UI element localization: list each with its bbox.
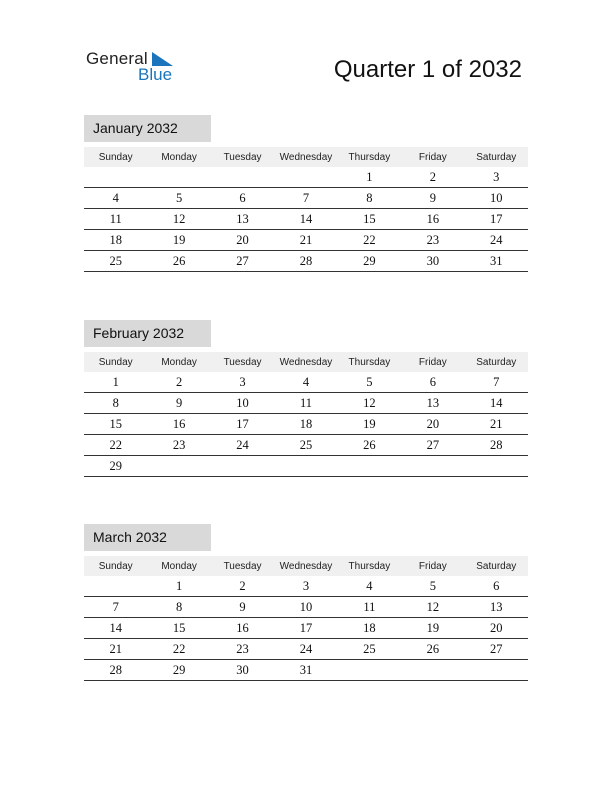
day-cell [401, 456, 464, 477]
day-cell: 20 [401, 414, 464, 435]
month-title: January 2032 [84, 115, 211, 142]
week-row [84, 618, 528, 639]
day-cell: 13 [211, 209, 274, 230]
day-cell: 1 [147, 576, 210, 597]
weekday-label: Saturday [465, 556, 528, 576]
day-cell: 4 [274, 372, 337, 393]
day-cell: 15 [84, 414, 147, 435]
day-cell: 20 [465, 618, 528, 639]
weekday-label: Tuesday [211, 352, 274, 372]
weekday-label: Friday [401, 147, 464, 167]
month-grid [84, 556, 528, 681]
day-cell: 27 [465, 639, 528, 660]
month-calendar-march [84, 524, 528, 681]
day-cell: 26 [338, 435, 401, 456]
day-cell: 11 [274, 393, 337, 414]
day-cell: 18 [338, 618, 401, 639]
day-cell: 19 [147, 230, 210, 251]
day-cell: 10 [465, 188, 528, 209]
weekday-label: Thursday [338, 352, 401, 372]
day-cell: 28 [274, 251, 337, 272]
logo-text-blue: Blue [138, 65, 173, 84]
day-cell: 9 [211, 597, 274, 618]
day-cell [465, 660, 528, 681]
day-cell: 19 [401, 618, 464, 639]
weekday-label: Saturday [465, 352, 528, 372]
weekday-label: Tuesday [211, 556, 274, 576]
day-cell: 14 [465, 393, 528, 414]
day-cell: 3 [274, 576, 337, 597]
weekday-label: Sunday [84, 352, 147, 372]
day-cell: 31 [274, 660, 337, 681]
day-cell: 11 [338, 597, 401, 618]
day-cell [84, 167, 147, 188]
week-row [84, 393, 528, 414]
day-cell: 26 [401, 639, 464, 660]
month-grid [84, 147, 528, 272]
day-cell [338, 660, 401, 681]
day-cell [147, 456, 210, 477]
day-cell: 4 [338, 576, 401, 597]
day-cell: 6 [211, 188, 274, 209]
week-row [84, 188, 528, 209]
weekday-label: Friday [401, 352, 464, 372]
week-row [84, 414, 528, 435]
day-cell: 10 [274, 597, 337, 618]
day-cell: 13 [465, 597, 528, 618]
day-cell: 22 [338, 230, 401, 251]
week-row [84, 597, 528, 618]
day-cell: 28 [84, 660, 147, 681]
weekday-label: Wednesday [274, 352, 337, 372]
day-cell: 18 [274, 414, 337, 435]
day-cell: 16 [211, 618, 274, 639]
day-cell [147, 167, 210, 188]
day-cell: 25 [274, 435, 337, 456]
weekday-header-row [84, 556, 528, 576]
day-cell: 16 [401, 209, 464, 230]
week-row [84, 251, 528, 272]
week-row [84, 456, 528, 477]
day-cell: 7 [274, 188, 337, 209]
day-cell [401, 660, 464, 681]
month-calendar-january [84, 115, 528, 272]
day-cell: 24 [465, 230, 528, 251]
day-cell: 14 [84, 618, 147, 639]
month-title: March 2032 [84, 524, 211, 551]
day-cell: 1 [84, 372, 147, 393]
month-calendar-february [84, 320, 528, 477]
day-cell: 28 [465, 435, 528, 456]
day-cell: 12 [338, 393, 401, 414]
day-cell: 6 [465, 576, 528, 597]
day-cell: 10 [211, 393, 274, 414]
day-cell: 3 [211, 372, 274, 393]
day-cell [274, 456, 337, 477]
weekday-label: Thursday [338, 556, 401, 576]
weekday-label: Sunday [84, 147, 147, 167]
day-cell: 18 [84, 230, 147, 251]
day-cell: 7 [465, 372, 528, 393]
day-cell: 5 [338, 372, 401, 393]
day-cell: 20 [211, 230, 274, 251]
day-cell: 17 [465, 209, 528, 230]
day-cell: 5 [401, 576, 464, 597]
day-cell: 25 [84, 251, 147, 272]
day-cell [338, 456, 401, 477]
day-cell [84, 576, 147, 597]
month-title: February 2032 [84, 320, 211, 347]
day-cell: 26 [147, 251, 210, 272]
day-cell: 4 [84, 188, 147, 209]
day-cell: 25 [338, 639, 401, 660]
day-cell: 8 [338, 188, 401, 209]
day-cell: 9 [401, 188, 464, 209]
day-cell: 17 [211, 414, 274, 435]
weekday-label: Saturday [465, 147, 528, 167]
day-cell: 17 [274, 618, 337, 639]
day-cell: 9 [147, 393, 210, 414]
weekday-header-row [84, 352, 528, 372]
weekday-label: Monday [147, 556, 210, 576]
week-row [84, 167, 528, 188]
day-cell: 12 [401, 597, 464, 618]
month-grid [84, 352, 528, 477]
day-cell: 21 [274, 230, 337, 251]
day-cell: 15 [147, 618, 210, 639]
week-row [84, 639, 528, 660]
day-cell: 22 [84, 435, 147, 456]
day-cell: 27 [211, 251, 274, 272]
day-cell: 14 [274, 209, 337, 230]
page-title: Quarter 1 of 2032 [333, 56, 522, 83]
day-cell: 23 [211, 639, 274, 660]
day-cell: 5 [147, 188, 210, 209]
day-cell: 6 [401, 372, 464, 393]
day-cell: 23 [401, 230, 464, 251]
weekday-label: Sunday [84, 556, 147, 576]
day-cell: 16 [147, 414, 210, 435]
day-cell: 11 [84, 209, 147, 230]
day-cell [465, 456, 528, 477]
day-cell: 29 [147, 660, 210, 681]
day-cell: 2 [147, 372, 210, 393]
day-cell: 27 [401, 435, 464, 456]
day-cell: 24 [274, 639, 337, 660]
day-cell: 21 [465, 414, 528, 435]
week-row [84, 230, 528, 251]
day-cell [211, 456, 274, 477]
generalblue-logo [86, 49, 186, 85]
day-cell: 2 [211, 576, 274, 597]
day-cell: 8 [147, 597, 210, 618]
weekday-header-row [84, 147, 528, 167]
day-cell [211, 167, 274, 188]
weekday-label: Wednesday [274, 556, 337, 576]
day-cell [274, 167, 337, 188]
weekday-label: Tuesday [211, 147, 274, 167]
logo-text-general: General [86, 49, 148, 68]
week-row [84, 372, 528, 393]
day-cell: 24 [211, 435, 274, 456]
day-cell: 15 [338, 209, 401, 230]
day-cell: 8 [84, 393, 147, 414]
day-cell: 13 [401, 393, 464, 414]
week-row [84, 435, 528, 456]
weekday-label: Thursday [338, 147, 401, 167]
day-cell: 12 [147, 209, 210, 230]
day-cell: 7 [84, 597, 147, 618]
day-cell: 19 [338, 414, 401, 435]
week-row [84, 576, 528, 597]
week-row [84, 209, 528, 230]
day-cell: 23 [147, 435, 210, 456]
weekday-label: Friday [401, 556, 464, 576]
day-cell: 29 [338, 251, 401, 272]
weekday-label: Monday [147, 147, 210, 167]
day-cell: 3 [465, 167, 528, 188]
day-cell: 30 [401, 251, 464, 272]
day-cell: 2 [401, 167, 464, 188]
weekday-label: Monday [147, 352, 210, 372]
day-cell: 29 [84, 456, 147, 477]
day-cell: 1 [338, 167, 401, 188]
day-cell: 30 [211, 660, 274, 681]
day-cell: 21 [84, 639, 147, 660]
week-row [84, 660, 528, 681]
day-cell: 31 [465, 251, 528, 272]
weekday-label: Wednesday [274, 147, 337, 167]
day-cell: 22 [147, 639, 210, 660]
